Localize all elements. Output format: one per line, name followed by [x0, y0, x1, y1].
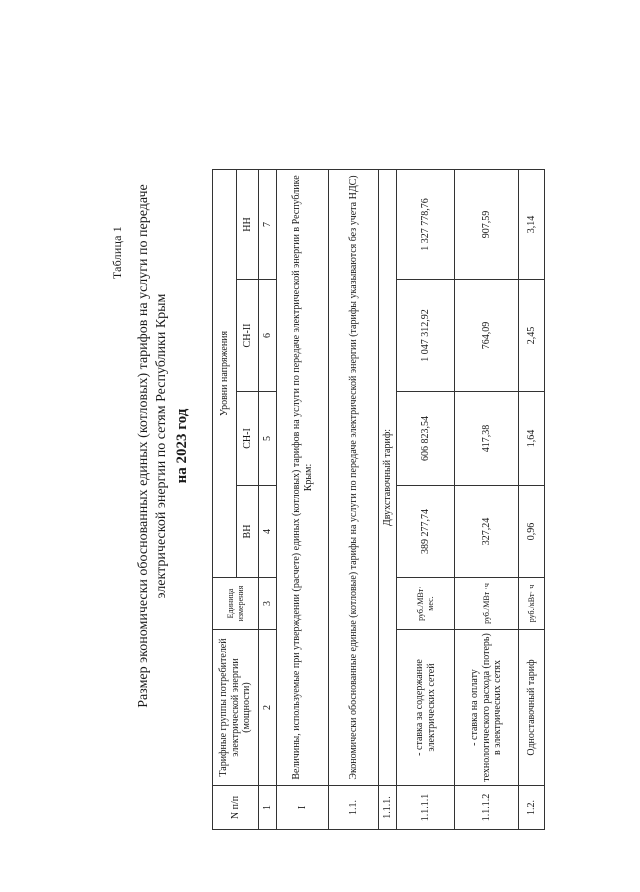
row-1-1-1-num: 1.1.1. [379, 786, 397, 830]
col-index: 3 [259, 578, 277, 630]
table-row [455, 169, 519, 829]
header-voltage-levels: Уровни напряжения [213, 169, 237, 577]
tariff-table [212, 169, 545, 830]
value-nn: 3,14 [519, 169, 545, 279]
value-vn: 0,96 [519, 486, 545, 578]
value-nn: 1 327 778,76 [397, 169, 455, 279]
col-index: 1 [259, 786, 277, 830]
document-title-line-1: Размер экономически обоснованных единых (котловых) тарифов на услуги по передаче [136, 184, 151, 708]
col-index: 5 [259, 392, 277, 486]
value-sn2: 1 047 312,92 [397, 280, 455, 392]
row-num: 1.1.1.2 [455, 786, 519, 830]
value-vn: 327,24 [455, 486, 519, 578]
section-text: Величины, используемые при утверждении (расчете) единых (котловых) тарифов на услуги по передаче электрической энергии в Республике Крым: [277, 169, 329, 785]
header-group: Тарифные группы потребителей электрической энергии (мощности) [213, 630, 259, 786]
col-index: 2 [259, 630, 277, 786]
row-name: - ставка на оплату технологического расхода (потерь) в электрических сетях [455, 630, 519, 786]
value-sn2: 764,09 [455, 280, 519, 392]
header-unit: Единица измерения [213, 578, 259, 630]
header-num: N п/п [213, 786, 259, 830]
level-nn: НН [237, 169, 259, 279]
level-sn1: СН-I [237, 392, 259, 486]
row-num: 1.1.1.1 [397, 786, 455, 830]
section-num: I [277, 786, 329, 830]
value-nn: 907,59 [455, 169, 519, 279]
col-index: 6 [259, 280, 277, 392]
value-sn1: 1,64 [519, 392, 545, 486]
value-vn: 389 277,74 [397, 486, 455, 578]
row-1-1-num: 1.1. [329, 786, 379, 830]
row-unit: руб./МВт ·ч [455, 578, 519, 630]
level-vn: ВН [237, 486, 259, 578]
row-unit: руб./кВт· ч [519, 578, 545, 630]
document-title-line-2: электрической энергии по сетям Республики Крым [154, 293, 169, 599]
row-num: 1.2. [519, 786, 545, 830]
value-sn1: 606 823,54 [397, 392, 455, 486]
table-row [397, 169, 455, 829]
table-label: Таблица 1 [110, 226, 124, 280]
col-index: 4 [259, 486, 277, 578]
row-unit: руб./МВт· мес. [397, 578, 455, 630]
row-1-1-1-text: Двухставочный тариф: [379, 169, 397, 785]
table-row [519, 169, 545, 829]
col-index: 7 [259, 169, 277, 279]
row-name: - ставка за содержание электрических сетей [397, 630, 455, 786]
value-sn2: 2,45 [519, 280, 545, 392]
row-1-1-text: Экономически обоснованные единые (котловые) тарифы на услуги по передаче электрической энергии (тарифы указываются без учета НДС) [329, 169, 379, 785]
row-name: Одноставочный тариф [519, 630, 545, 786]
document-year: на 2023 год [174, 408, 190, 484]
level-sn2: СН-II [237, 280, 259, 392]
value-sn1: 417,38 [455, 392, 519, 486]
